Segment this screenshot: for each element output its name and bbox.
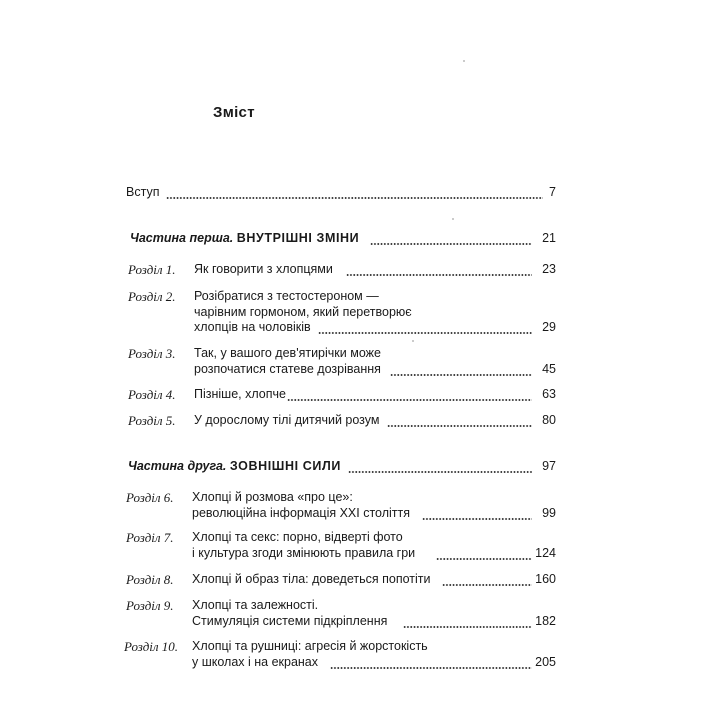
dot-leader (287, 399, 532, 401)
dot-leader (403, 626, 532, 628)
dot-leader (166, 197, 543, 199)
scan-speck (452, 218, 454, 220)
page-number: 124 (535, 546, 556, 560)
toc-entry-chapter-10-line-2 (0, 655, 720, 675)
entry-title-line: і культура згоди змінюють правила гри (192, 546, 416, 560)
dot-leader (348, 471, 532, 473)
section-label: Розділ 3. (128, 346, 176, 361)
part-heading (128, 459, 341, 473)
entry-title-line: хлопців на чоловіків (194, 320, 311, 334)
entry-title-line: у школах і на екранах (192, 655, 319, 669)
entry-title-line: Хлопці та рушниці: агресія й жорстокість (192, 639, 428, 653)
section-label: Розділ 1. (128, 262, 176, 277)
part-prefix: Частина перша. (130, 231, 234, 245)
page-number: 97 (542, 459, 556, 473)
page-number: 182 (535, 614, 556, 628)
section-label: Розділ 9. (126, 598, 174, 613)
part-heading (130, 231, 359, 245)
dot-leader (330, 667, 532, 669)
toc-entry-chapter-5 (0, 413, 720, 433)
page-number: 29 (542, 320, 556, 334)
section-label: Розділ 6. (126, 490, 174, 505)
page-number: 21 (542, 231, 556, 245)
page-number: 205 (535, 655, 556, 669)
scan-speck (463, 60, 465, 62)
entry-title-line: Розібратися з тестостероном — (194, 289, 379, 303)
entry-title-line: революційна інформація XXI століття (192, 506, 411, 520)
dot-leader (387, 425, 532, 427)
entry-title-line: Хлопці та залежності. (192, 598, 319, 612)
toc-entry-chapter-3-line-2 (0, 362, 720, 382)
toc-entry-chapter-9-line-2 (0, 614, 720, 634)
toc-part-2 (0, 459, 720, 479)
entry-title-line: Стимуляція системи підкріплення (192, 614, 388, 628)
page-number: 80 (542, 413, 556, 427)
part-prefix: Частина друга. (128, 459, 227, 473)
toc-entry-chapter-6-line-2 (0, 506, 720, 526)
dot-leader (390, 374, 532, 376)
entry-title: Хлопці й образ тіла: доведеться попотіти (192, 572, 431, 586)
part-name: ВНУТРІШНІ ЗМІНИ (236, 231, 360, 245)
page-number: 99 (542, 506, 556, 520)
dot-leader (346, 274, 532, 276)
page-number: 23 (542, 262, 556, 276)
entry-title: Пізніше, хлопче (194, 387, 286, 401)
section-label: Розділ 4. (128, 387, 176, 402)
page-number: 63 (542, 387, 556, 401)
toc-entry-chapter-1 (0, 262, 720, 282)
dot-leader (370, 243, 532, 245)
section-label: Розділ 7. (126, 530, 174, 545)
entry-title-line: Хлопці та секс: порно, відверті фото (192, 530, 403, 544)
toc-entry-chapter-2-line-3 (0, 320, 720, 340)
entry-title: У дорослому тілі дитячий розум (194, 413, 380, 427)
page-number: 160 (535, 572, 556, 586)
section-label: Розділ 8. (126, 572, 174, 587)
dot-leader (436, 558, 532, 560)
page-number: 7 (549, 185, 556, 199)
toc-entry-chapter-7-line-2 (0, 546, 720, 566)
entry-title-line: Так, у вашого дев'ятирічки може (194, 346, 381, 360)
dot-leader (422, 518, 532, 520)
entry-title: Як говорити з хлопцями (194, 262, 333, 276)
scan-speck (412, 340, 414, 342)
entry-title-line: Хлопці й розмова «про це»: (192, 490, 353, 504)
toc-entry-chapter-4 (0, 387, 720, 407)
toc-part-1 (0, 231, 720, 251)
entry-title: Вступ (126, 185, 160, 199)
section-label: Розділ 2. (128, 289, 176, 304)
page-title: Зміст (213, 104, 255, 121)
toc-entry-intro (0, 185, 720, 205)
dot-leader (318, 332, 532, 334)
section-label: Розділ 10. (124, 639, 179, 654)
dot-leader (442, 584, 532, 586)
toc-entry-chapter-8 (0, 572, 720, 592)
page-number: 45 (542, 362, 556, 376)
entry-title-line: розпочатися статеве дозрівання (194, 362, 381, 376)
part-name: ЗОВНІШНІ СИЛИ (229, 459, 341, 473)
entry-title-line: чарівним гормоном, який перетворює (194, 305, 412, 319)
section-label: Розділ 5. (128, 413, 176, 428)
